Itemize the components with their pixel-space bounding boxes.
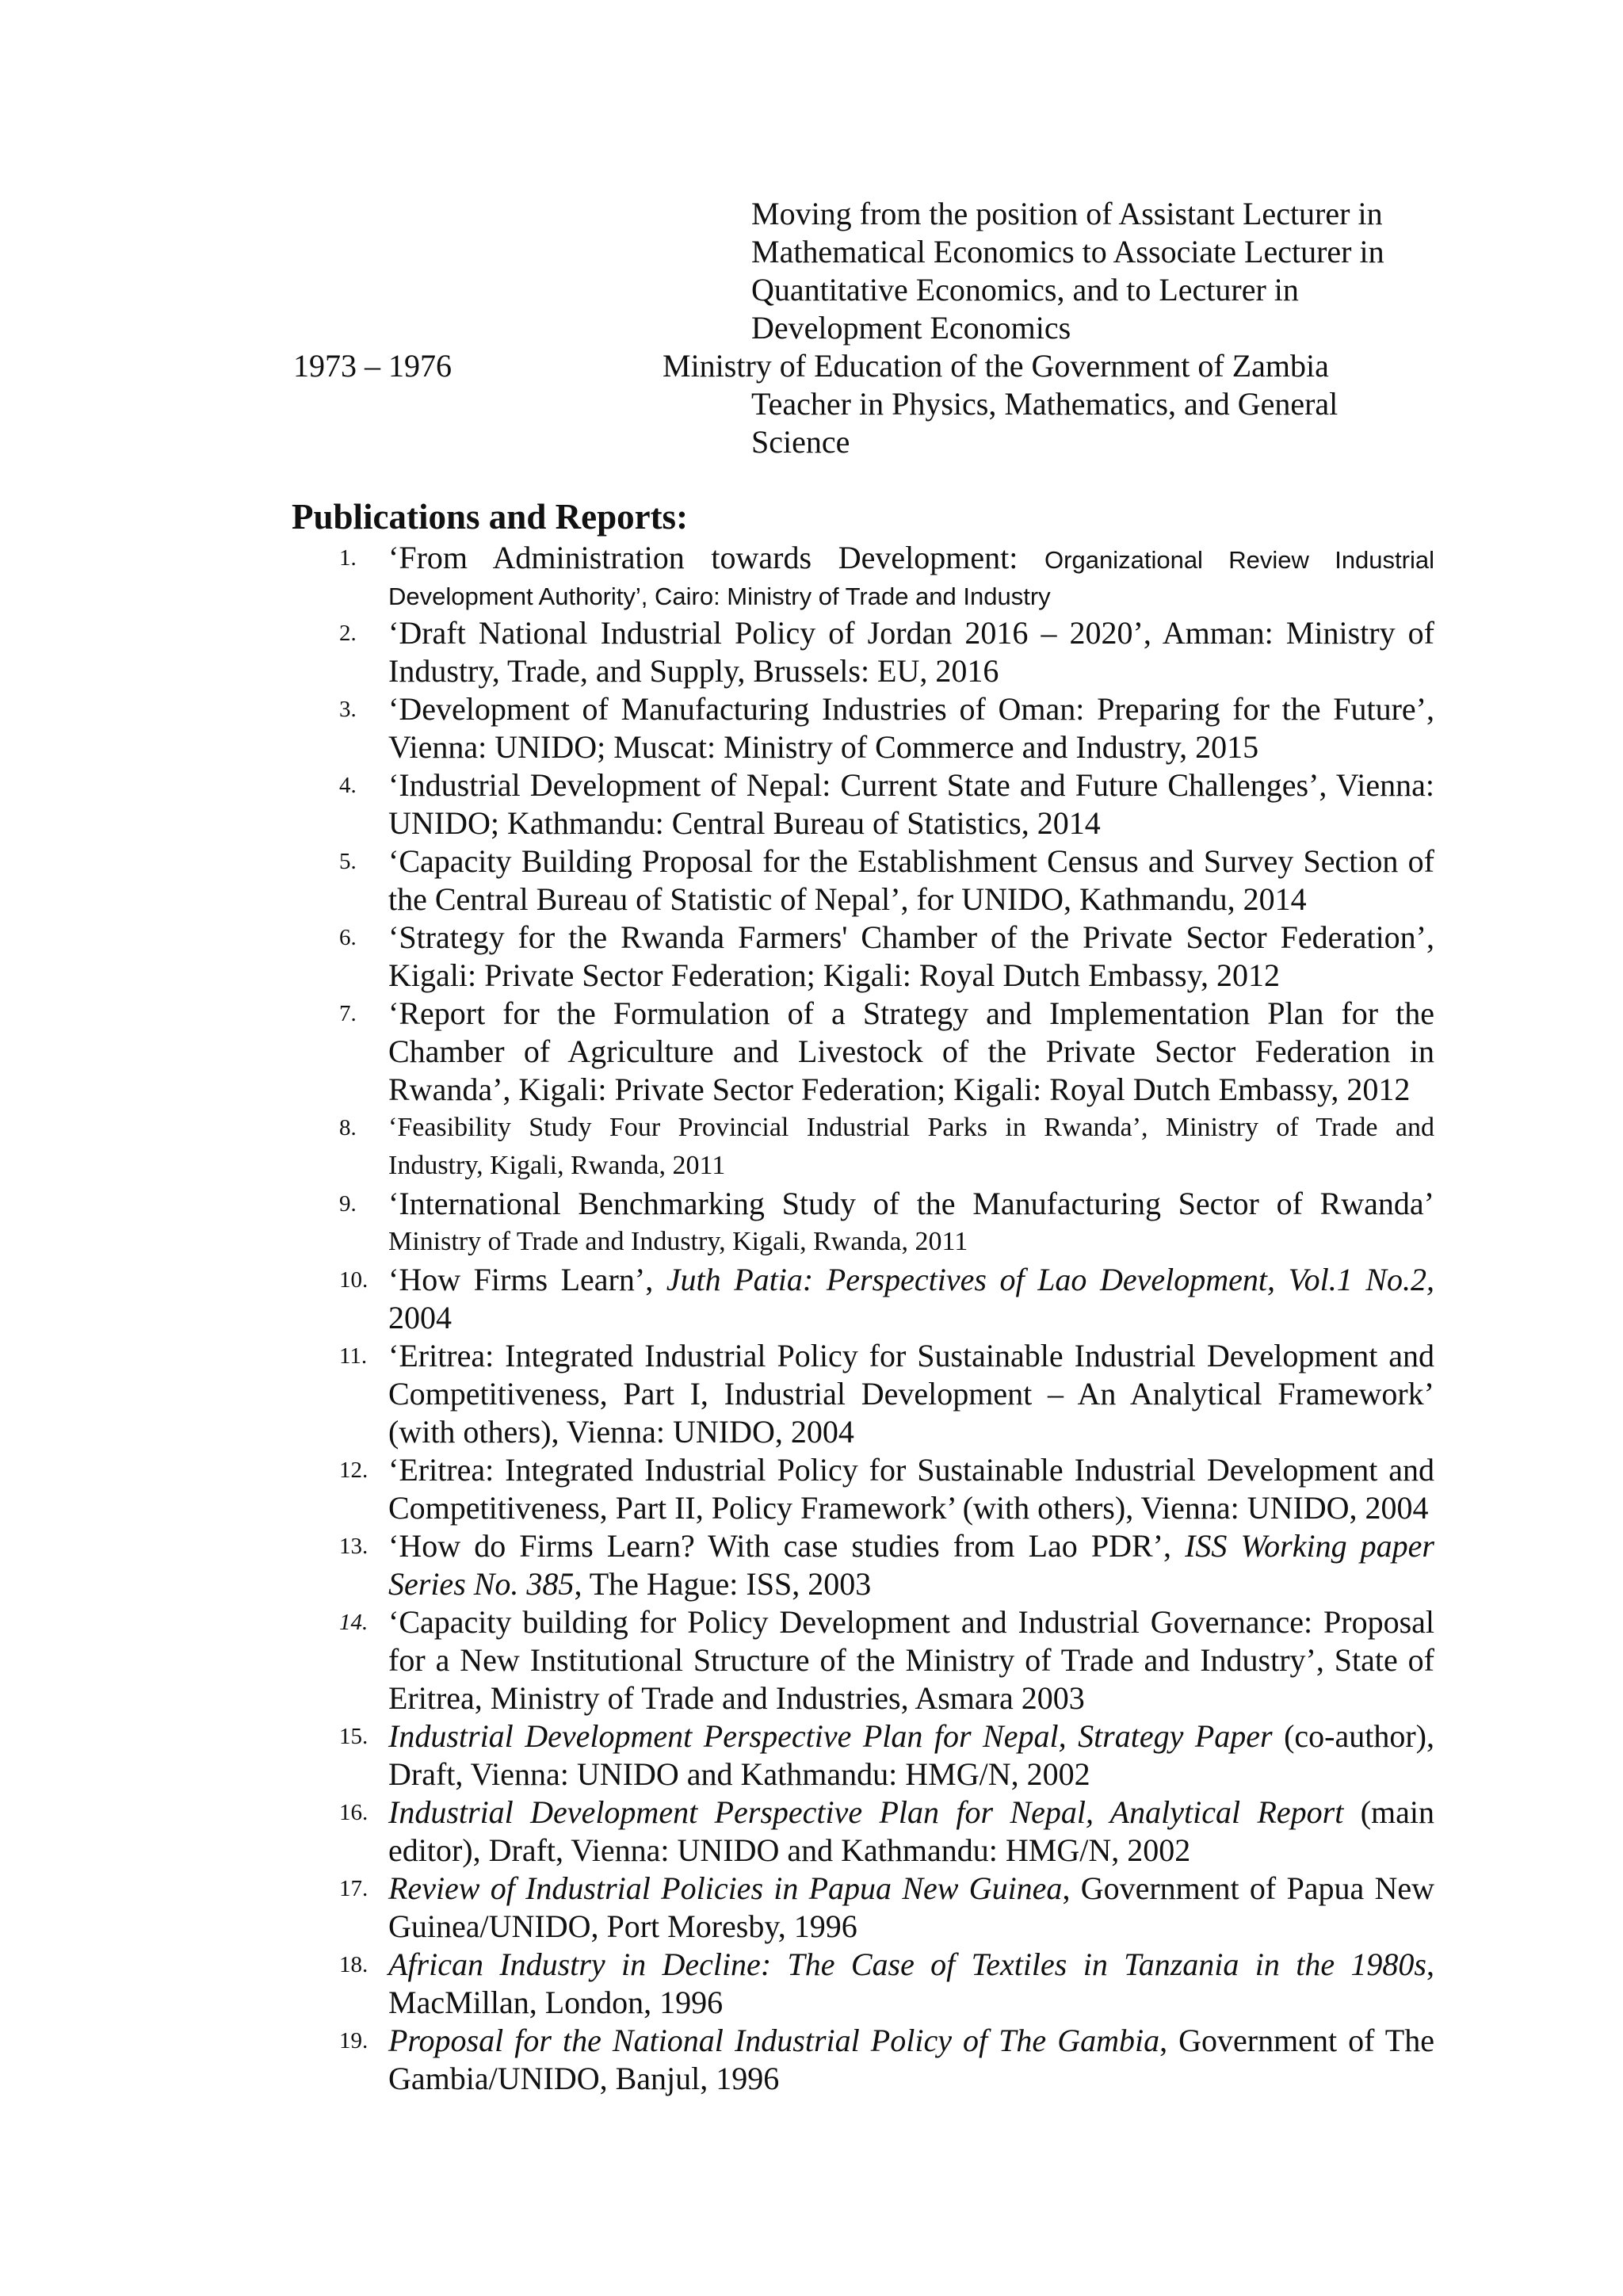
publication-item: 4. ‘Industrial Development of Nepal: Current State and Future Challenges’, Vienna: UNIDO; Kathmandu: Central Bureau of Statistics, 2014 [339, 767, 1434, 841]
publication-number: 17. [339, 1876, 369, 1901]
publication-number: 10. [339, 1267, 369, 1293]
role-line: Teacher in Physics, Mathematics, and General [751, 386, 1338, 422]
publication-number: 1. [339, 545, 357, 571]
publication-item: 19. Proposal for the National Industrial Policy of The Gambia, Government of The Gambia/UNIDO, Banjul, 1996 [339, 2023, 1434, 2096]
description-line: Quantitative Economics, and to Lecturer in [751, 272, 1299, 308]
publications-heading: Publications and Reports: [292, 497, 689, 537]
publication-number: 11. [339, 1343, 368, 1369]
publication-number: 14. [339, 1610, 369, 1635]
publication-item: 18. African Industry in Decline: The Case of Textiles in Tanzania in the 1980s, MacMillan, London, 1996 [339, 1946, 1434, 2020]
role-line: Science [751, 424, 850, 460]
publication-number: 13. [339, 1534, 369, 1559]
description-line: Mathematical Economics to Associate Lecturer in [751, 234, 1384, 269]
publication-item: 9. ‘International Benchmarking Study of the Manufacturing Sector of Rwanda’ Ministry of Trade and Industry, Kigali, Rwanda, 2011 [339, 1186, 1434, 1256]
publication-number: 12. [339, 1457, 369, 1483]
publications-list [0, 539, 1623, 2098]
publication-number: 5. [339, 849, 357, 874]
publication-item: 12. ‘Eritrea: Integrated Industrial Policy for Sustainable Industrial Development and Competitiveness, Part II, Policy Framework’ (with others), Vienna: UNIDO, 2004 [339, 1452, 1434, 1526]
publication-number: 9. [339, 1191, 357, 1217]
publication-item: 16. Industrial Development Perspective Plan for Nepal, Analytical Report (main editor), Draft, Vienna: UNIDO and Kathmandu: HMG/N, 2002 [339, 1794, 1434, 1868]
publication-item: 1. ‘From Administration towards Development: Organizational Review Industrial Development Authority’, Cairo: Ministry of Trade and Industry [339, 540, 1434, 610]
publication-number: 3. [339, 697, 357, 722]
publication-number: 8. [339, 1115, 357, 1140]
publication-item: 2. ‘Draft National Industrial Policy of Jordan 2016 – 2020’, Amman: Ministry of Industry, Trade, and Supply, Brussels: EU, 2016 [339, 615, 1434, 689]
publication-item: 10. ‘How Firms Learn’, Juth Patia: Perspectives of Lao Development, Vol.1 No.2, 2004 [339, 1262, 1434, 1335]
employment-role [751, 385, 1433, 461]
publication-number: 19. [339, 2028, 369, 2053]
description-line: Development Economics [751, 310, 1071, 346]
publication-item: 14. ‘Capacity building for Policy Development and Industrial Governance: Proposal for a New Institutional Structure of the Ministry of Trade and Industry’, State of Eritrea, Ministry of Trade and Industries, Asmara 2003 [339, 1604, 1434, 1716]
publication-number: 2. [339, 621, 357, 646]
publication-item: 7. ‘Report for the Formulation of a Strategy and Implementation Plan for the Chamber of Agriculture and Livestock of the Private Sector Federation in Rwanda’, Kigali: Private Sector Federation; Kigali: Royal Dutch Embassy, 2012 [339, 995, 1434, 1107]
publication-number: 18. [339, 1952, 369, 1977]
publication-item: 17. Review of Industrial Policies in Papua New Guinea, Government of Papua New Guinea/UNIDO, Port Moresby, 1996 [339, 1870, 1434, 1944]
description-line: Moving from the position of Assistant Lecturer in [751, 196, 1383, 231]
employment-organization: Ministry of Education of the Government of Zambia [663, 348, 1329, 384]
publication-item: 6. ‘Strategy for the Rwanda Farmers' Chamber of the Private Sector Federation’, Kigali: Private Sector Federation; Kigali: Royal Dutch Embassy, 2012 [339, 919, 1434, 993]
previous-position-description [751, 195, 1433, 347]
publication-item: 13. ‘How do Firms Learn? With case studies from Lao PDR’, ISS Working paper Series No. 385, The Hague: ISS, 2003 [339, 1528, 1434, 1602]
publication-item: 3. ‘Development of Manufacturing Industries of Oman: Preparing for the Future’, Vienna: UNIDO; Muscat: Ministry of Commerce and Industry, 2015 [339, 691, 1434, 765]
publication-number: 15. [339, 1724, 369, 1749]
employment-years: 1973 – 1976 [293, 348, 452, 384]
publication-number: 16. [339, 1800, 369, 1825]
publication-number: 6. [339, 925, 357, 950]
publication-number: 4. [339, 773, 357, 798]
publication-number: 7. [339, 1001, 357, 1026]
publication-item: 15. Industrial Development Perspective Plan for Nepal, Strategy Paper (co-author), Draft, Vienna: UNIDO and Kathmandu: HMG/N, 2002 [339, 1718, 1434, 1792]
publication-item: 5. ‘Capacity Building Proposal for the Establishment Census and Survey Section of the Central Bureau of Statistic of Nepal’, for UNIDO, Kathmandu, 2014 [339, 843, 1434, 917]
publication-item: 8. ‘Feasibility Study Four Provincial Industrial Parks in Rwanda’, Ministry of Trade and Industry, Kigali, Rwanda, 2011 [0, 1109, 1434, 1185]
publication-item: 11. ‘Eritrea: Integrated Industrial Policy for Sustainable Industrial Development and Competitiveness, Part I, Industrial Development – An Analytical Framework’ (with others), Vienna: UNIDO, 2004 [339, 1338, 1434, 1450]
